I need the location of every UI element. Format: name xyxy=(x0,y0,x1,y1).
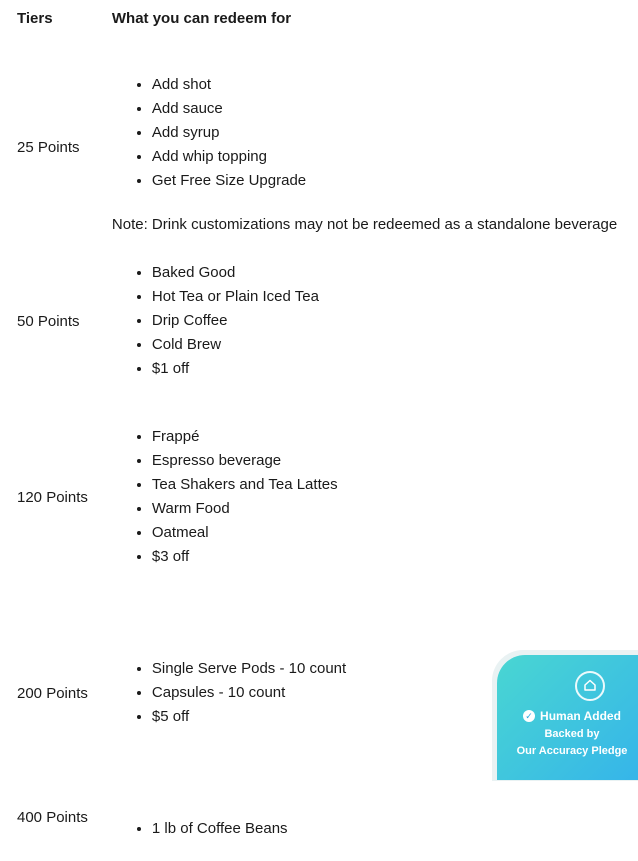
list-item: • Add syrup xyxy=(152,121,623,145)
tier-rewards xyxy=(100,33,635,261)
list-item: • Get Free Size Upgrade xyxy=(152,169,623,193)
note-label: Note: xyxy=(111,216,148,233)
list-item: • Hot Tea or Plain Iced Tea xyxy=(152,285,623,309)
reward-list xyxy=(112,73,623,193)
list-item: • Espresso beverage xyxy=(152,449,623,473)
table-header-row xyxy=(5,0,635,33)
checkmark-icon: ✓ xyxy=(523,710,535,722)
tier-rewards xyxy=(100,381,635,613)
list-item: • Add whip topping xyxy=(152,145,623,169)
list-item: • 1 lb of Coffee Beans xyxy=(152,817,623,841)
list-item: • $1 off xyxy=(152,357,623,381)
tiers-column-header: Tiers xyxy=(17,10,53,27)
tier-rewards xyxy=(100,261,635,381)
list-item: • Frappé xyxy=(152,425,623,449)
list-item: • Drip Coffee xyxy=(152,309,623,333)
badge-title: Human Added xyxy=(540,709,621,723)
note-text: Drink customizations may not be redeemed as a standalone beverage xyxy=(147,216,618,233)
list-item: • Single Serve Pods - 10 count xyxy=(152,657,623,681)
reward-list xyxy=(112,261,623,381)
reward-list xyxy=(112,817,623,841)
house-circle-icon xyxy=(575,671,605,701)
list-item: • Baked Good xyxy=(152,261,623,285)
tier-points: 25 Points xyxy=(17,138,80,156)
table-row xyxy=(5,381,635,613)
table-row xyxy=(5,261,635,381)
table-row xyxy=(5,33,635,261)
reward-list xyxy=(112,425,623,569)
list-item: • Cold Brew xyxy=(152,333,623,357)
tier-points: 200 Points xyxy=(17,684,88,702)
list-item: • Tea Shakers and Tea Lattes xyxy=(152,473,623,497)
list-item: • Capsules - 10 count xyxy=(152,681,623,705)
rewards-column-header: What you can redeem for xyxy=(111,10,292,27)
list-item: • Add shot xyxy=(152,73,623,97)
tier-rewards xyxy=(100,773,635,861)
badge-subtitle-2: Our Accuracy Pledge xyxy=(516,745,628,757)
badge-title-row xyxy=(497,709,638,723)
list-item: • Oatmeal xyxy=(152,521,623,545)
table-row xyxy=(5,773,635,861)
tier-points: 400 Points xyxy=(17,808,88,826)
list-item: • Warm Food xyxy=(152,497,623,521)
list-item: • $3 off xyxy=(152,545,623,569)
human-added-badge[interactable] xyxy=(497,655,638,780)
redemption-note xyxy=(112,213,623,237)
tier-points: 50 Points xyxy=(17,312,80,330)
tier-points: 120 Points xyxy=(17,488,88,506)
list-item: • Add sauce xyxy=(152,97,623,121)
list-item: • $5 off xyxy=(152,705,623,729)
badge-subtitle-1: Backed by xyxy=(544,728,600,740)
